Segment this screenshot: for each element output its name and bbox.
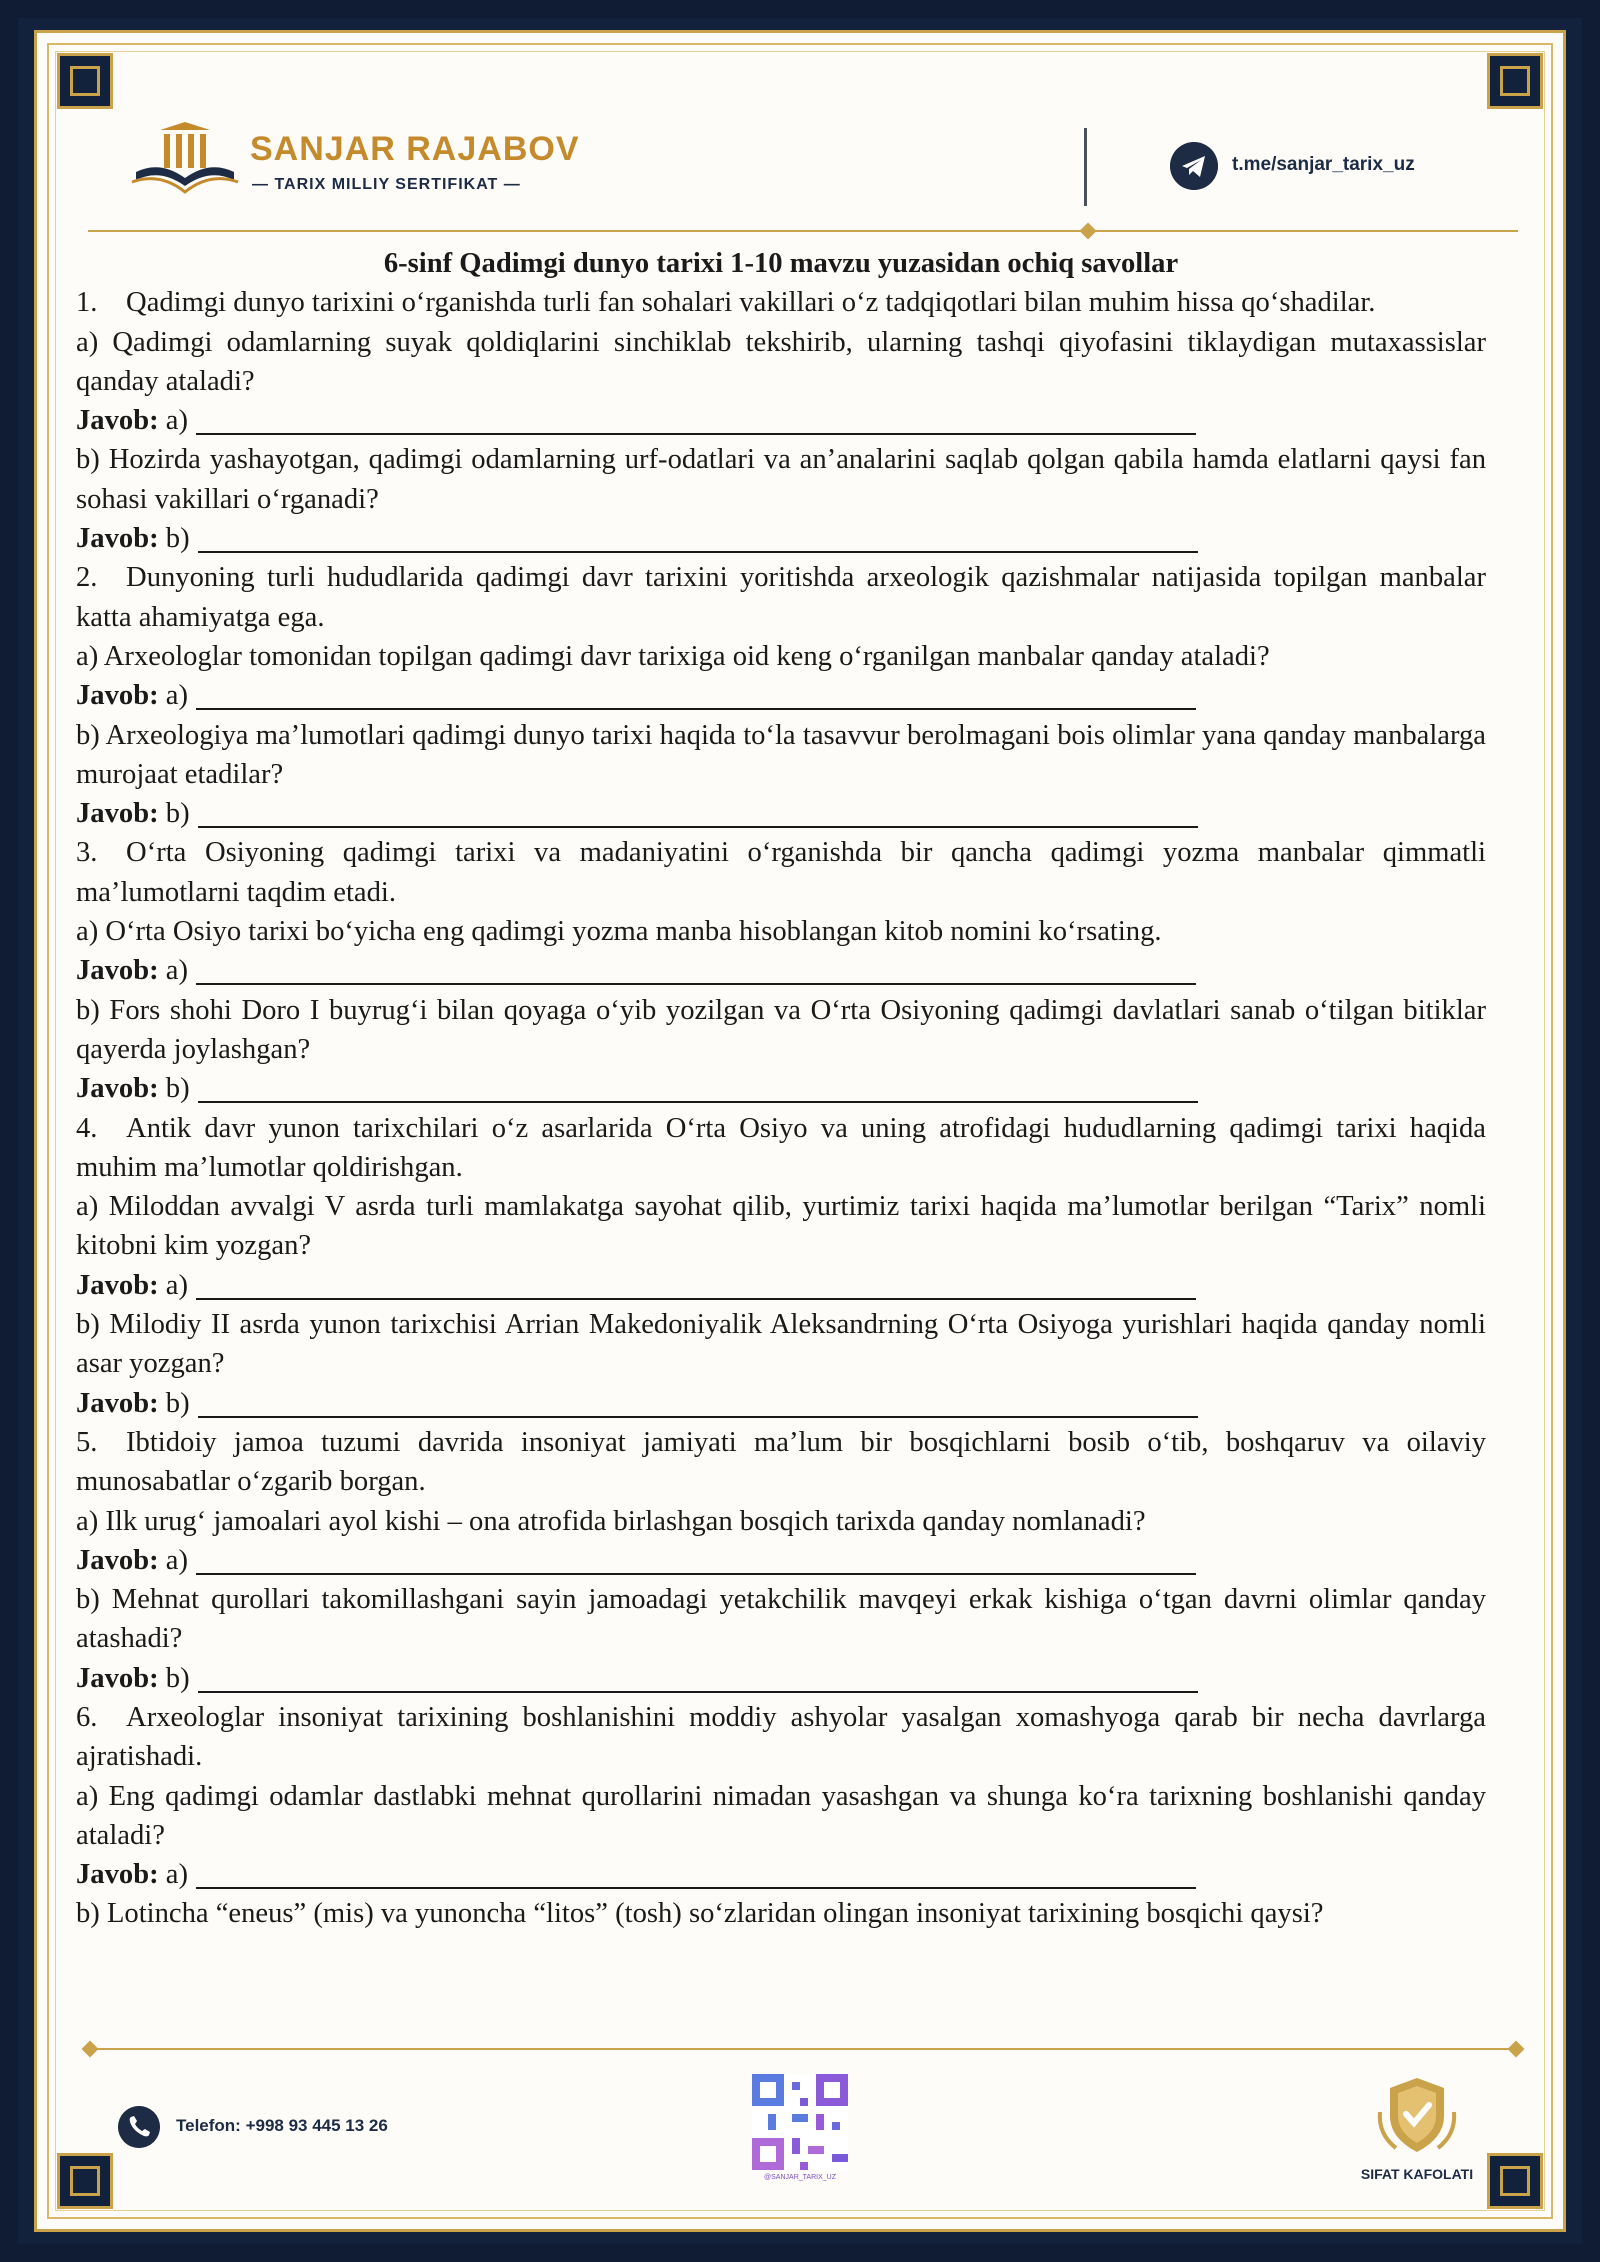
answer-marker: a) — [165, 680, 188, 712]
answer-label: Javob: — [76, 798, 159, 830]
answer-marker: b) — [165, 1073, 190, 1105]
question-intro: 4. Antik davr yunon tarixchilari o‘z asarlarida O‘rta Osiyo va uning atrofidagi hududlarning qadimgi tarixi haqida muhim ma’lumotlar qoldirishgan. — [76, 1112, 1486, 1183]
sub-question-b: b) Fors shohi Doro I buyrug‘i bilan qoyaga o‘yib yozilgan va O‘rta Osiyoning qadimgi davlatlari sanab o‘tilgan bitiklar qayerda joylashgan? — [76, 994, 1486, 1065]
question-block — [76, 283, 1486, 558]
answer-label: Javob: — [76, 1073, 159, 1105]
header — [90, 100, 1510, 220]
sub-question-b: b) Milodiy II asrda yunon tarixchisi Arrian Makedoniyalik Aleksandrning O‘rta Osiyoga yurishlari haqida qanday nomli asar yozgan? — [76, 1309, 1486, 1380]
question-block — [76, 1109, 1486, 1423]
answer-row — [76, 794, 1486, 833]
answer-marker: a) — [165, 405, 188, 437]
answer-label: Javob: — [76, 1859, 159, 1891]
sub-question-b: b) Arxeologiya ma’lumotlari qadimgi dunyo tarixi haqida to‘la tasavvur berolmagani bois olimlar yana qanday manbalarga murojaat etadilar? — [76, 719, 1486, 790]
answer-label: Javob: — [76, 1662, 159, 1694]
answer-marker: b) — [165, 1662, 190, 1694]
answer-row — [76, 1541, 1486, 1580]
answer-blank-line[interactable] — [196, 1298, 1196, 1300]
answer-blank-line[interactable] — [196, 1573, 1196, 1575]
answer-blank-line[interactable] — [198, 1691, 1198, 1693]
qr-code-icon — [752, 2074, 848, 2170]
page-title: 6-sinf Qadimgi dunyo tarixi 1-10 mavzu yuzasidan ochiq savollar — [383, 248, 1179, 279]
question-sheet — [76, 244, 1486, 1934]
qr-caption: @SANJAR_TARIX_UZ — [764, 2174, 836, 2181]
books-logo-icon — [130, 120, 240, 200]
question-block — [76, 558, 1486, 833]
question-intro: 5. Ibtidoiy jamoa tuzumi davrida insoniyat jamiyati ma’lum bir bosqichlarni bosib o‘tib, boshqaruv va oilaviy munosabatlar o‘zgarib borgan. — [76, 1426, 1486, 1498]
answer-row — [76, 1659, 1486, 1698]
quality-badge-icon — [1372, 2072, 1462, 2162]
sub-question-b: b) Lotincha “eneus” (mis) va yunoncha “litos” (tosh) so‘zlaridan olingan insoniyat tarixining bosqichi qaysi? — [76, 1898, 1324, 1930]
phone-icon — [118, 2106, 160, 2148]
answer-marker: b) — [165, 1387, 190, 1419]
answer-label: Javob: — [76, 405, 159, 437]
question-intro: 6. Arxeologlar insoniyat tarixining boshlanishini moddiy ashyolar yasalgan xomashyoga qarab bir necha davrlarga ajratishadi. — [76, 1701, 1486, 1773]
question-intro: 3. O‘rta Osiyoning qadimgi tarixi va madaniyatini o‘rganishda bir qancha qadimgi yozma manbalar qimmatli ma’lumotlarni taqdim etadi. — [76, 837, 1486, 908]
sub-question-b: b) Mehnat qurollari takomillashgani sayin jamoadagi yetakchilik mavqeyi erkak kishiga o‘tgan davrni olimlar qanday atashadi? — [76, 1584, 1486, 1655]
answer-marker: a) — [165, 1859, 188, 1891]
answer-row — [76, 1384, 1486, 1423]
brand-name: SANJAR RAJABOV — [250, 130, 580, 168]
answer-blank-line[interactable] — [198, 1101, 1198, 1103]
answer-label: Javob: — [76, 680, 159, 712]
question-intro: 2. Dunyoning turli hududlarida qadimgi davr tarixini yoritishda arxeologik qazishmalar natijasida topilgan manbalar katta ahamiyatga ega. — [76, 562, 1486, 633]
phone-number: Telefon: +998 93 445 13 26 — [176, 2116, 388, 2135]
sub-question-b: b) Hozirda yashayotgan, qadimgi odamlarning urf-odatlari va an’analarini saqlab qolgan qabila hamda elatlarni qaysi fan sohasi vakillari o‘rganadi? — [76, 444, 1486, 515]
answer-label: Javob: — [76, 1544, 159, 1576]
answer-row — [76, 951, 1486, 990]
badge-label: SIFAT KAFOLATI — [1360, 2166, 1474, 2182]
answer-label: Javob: — [76, 1387, 159, 1419]
question-list — [76, 283, 1486, 1933]
answer-marker: b) — [165, 523, 190, 555]
question-block — [76, 1698, 1486, 1934]
answer-blank-line[interactable] — [196, 1887, 1196, 1889]
sub-question-a: a) Arxeologlar tomonidan topilgan qadimgi davr tarixiga oid keng o‘rganilgan manbalar qanday ataladi? — [76, 640, 1270, 672]
telegram-icon — [1170, 142, 1218, 190]
answer-row — [76, 519, 1486, 558]
header-rule — [88, 230, 1518, 232]
answer-marker: a) — [165, 1269, 188, 1301]
sub-question-a: a) Miloddan avvalgi V asrda turli mamlakatga sayohat qilib, yurtimiz tarixi haqida ma’lumotlar berilgan “Tarix” nomli kitobni kim yozgan? — [76, 1191, 1486, 1262]
answer-row — [76, 1266, 1486, 1305]
header-divider — [1084, 128, 1087, 206]
answer-marker: a) — [165, 1544, 188, 1576]
answer-row — [76, 1069, 1486, 1108]
answer-row — [76, 1855, 1486, 1894]
question-block — [76, 833, 1486, 1108]
sub-question-a: a) Qadimgi odamlarning suyak qoldiqlarini sinchiklab tekshirib, ularning tashqi qiyofasini tiklaydigan mutaxassislar qanday ataladi? — [76, 326, 1486, 397]
answer-row — [76, 676, 1486, 715]
answer-blank-line[interactable] — [196, 983, 1196, 985]
answer-label: Javob: — [76, 1269, 159, 1301]
answer-marker: b) — [165, 798, 190, 830]
sub-question-a: a) Eng qadimgi odamlar dastlabki mehnat qurollarini nimadan yasashgan va shunga ko‘ra tarixning boshlanishi qanday ataladi? — [76, 1780, 1486, 1851]
answer-blank-line[interactable] — [198, 1416, 1198, 1418]
footer — [90, 2038, 1510, 2188]
telegram-link[interactable]: t.me/sanjar_tarix_uz — [1232, 154, 1415, 175]
question-intro: 1. Qadimgi dunyo tarixini o‘rganishda turli fan sohalari vakillari o‘z tadqiqotlari bilan muhim hissa qo‘shadilar. — [76, 287, 1376, 319]
answer-blank-line[interactable] — [196, 708, 1196, 710]
answer-label: Javob: — [76, 523, 159, 555]
question-block — [76, 1423, 1486, 1698]
answer-label: Javob: — [76, 955, 159, 987]
sub-question-a: a) Ilk urug‘ jamoalari ayol kishi – ona atrofida birlashgan bosqich tarixda qanday nomlanadi? — [76, 1505, 1146, 1537]
answer-blank-line[interactable] — [196, 433, 1196, 435]
answer-marker: a) — [165, 955, 188, 987]
answer-blank-line[interactable] — [198, 826, 1198, 828]
answer-blank-line[interactable] — [198, 551, 1198, 553]
brand-subtitle: — TARIX MILLIY SERTIFIKAT — — [252, 176, 521, 193]
answer-row — [76, 401, 1486, 440]
sub-question-a: a) O‘rta Osiyo tarixi bo‘yicha eng qadimgi yozma manba hisoblangan kitob nomini ko‘rsating. — [76, 916, 1162, 948]
